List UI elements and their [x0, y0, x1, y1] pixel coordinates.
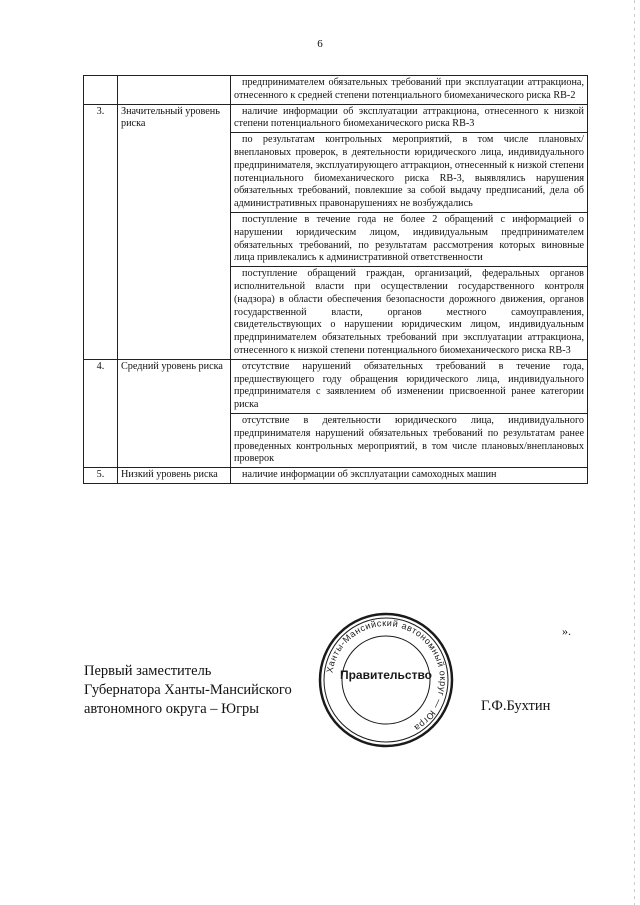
position-line: автономного округа – Югры: [84, 701, 260, 717]
signatory-name: Г.Ф.Бухтин: [481, 698, 551, 714]
risk-level-cell: Значительный уровень риска: [118, 104, 231, 359]
table-row: [84, 359, 588, 413]
seal-center-text: Правительство: [339, 668, 433, 682]
risk-level-cell: [118, 76, 231, 105]
official-seal: [316, 610, 456, 750]
risk-criterion-cell: поступление в течение года не более 2 обращений с информацией о нарушении юридическим лицом, индивидуальным предпринимателем обязательных требований, по результатам рассмотрения которых виновные лица привлекались к административной ответственности: [231, 212, 588, 266]
risk-number-cell: 4.: [84, 359, 118, 467]
page-number: 6: [317, 38, 323, 50]
position-line: Первый заместитель: [84, 663, 212, 679]
risk-criterion-cell: наличие информации об эксплуатации самоходных машин: [231, 468, 588, 484]
risk-level-cell: Средний уровень риска: [118, 359, 231, 467]
seal-ring-text: Ханты-Мансийский автономный округ — Югра: [324, 617, 449, 734]
risk-criteria-table: [83, 75, 588, 484]
risk-criterion-cell: поступление обращений граждан, организаций, федеральных органов исполнительной власти при осуществлении государственного контроля (надзора) в области обеспечения безопасности дорожного движения, органов государственной власти, органов местного самоуправления, свидетельствующих о нарушении юридическим лицом, индивидуальным предпринимателем обязательных требований при эксплуатации аттракциона, отнесенного к низкой степени потенциального биомеханического риска RB-3: [231, 267, 588, 360]
risk-criterion-cell: предпринимателем обязательных требований при эксплуатации аттракциона, отнесенного к средней степени потенциального биомеханического риска RB-2: [231, 76, 588, 105]
risk-criterion-cell: отсутствие нарушений обязательных требований в течение года, предшествующего году обращения юридического лица, индивидуального предпринимателя с заявлением об изменении присвоенной ранее категории риска: [231, 359, 588, 413]
risk-number-cell: 5.: [84, 468, 118, 484]
risk-number-cell: [84, 76, 118, 105]
table-row: [84, 76, 588, 105]
table-row: [84, 468, 588, 484]
closing-quote: ».: [562, 624, 571, 638]
signatory-position: [84, 662, 292, 719]
risk-criterion-cell: наличие информации об эксплуатации аттракциона, отнесенного к низкой степени потенциального биомеханического риска RB-3: [231, 104, 588, 133]
risk-criterion-cell: по результатам контрольных мероприятий, в том числе плановых/внеплановых проверок, в деятельности юридического лица, индивидуального предпринимателя, эксплуатирующего аттракцион, отнесенный к низкой степени потенциального биомеханического риска RB-3, выявлялись нарушения обязательных требований, повлекшие за собой выдачу предписаний, дела об административных правонарушениях не возбуждались: [231, 133, 588, 213]
table-row: [84, 104, 588, 133]
risk-number-cell: 3.: [84, 104, 118, 359]
position-line: Губернатора Ханты-Мансийского: [84, 682, 292, 698]
scan-edge-line: [634, 0, 635, 905]
risk-criterion-cell: отсутствие в деятельности юридического лица, индивидуального предпринимателя нарушений обязательных требований по результатам ранее проведенных контрольных мероприятий, в том числе плановых/внеплановых проверок: [231, 413, 588, 467]
risk-level-cell: Низкий уровень риска: [118, 468, 231, 484]
